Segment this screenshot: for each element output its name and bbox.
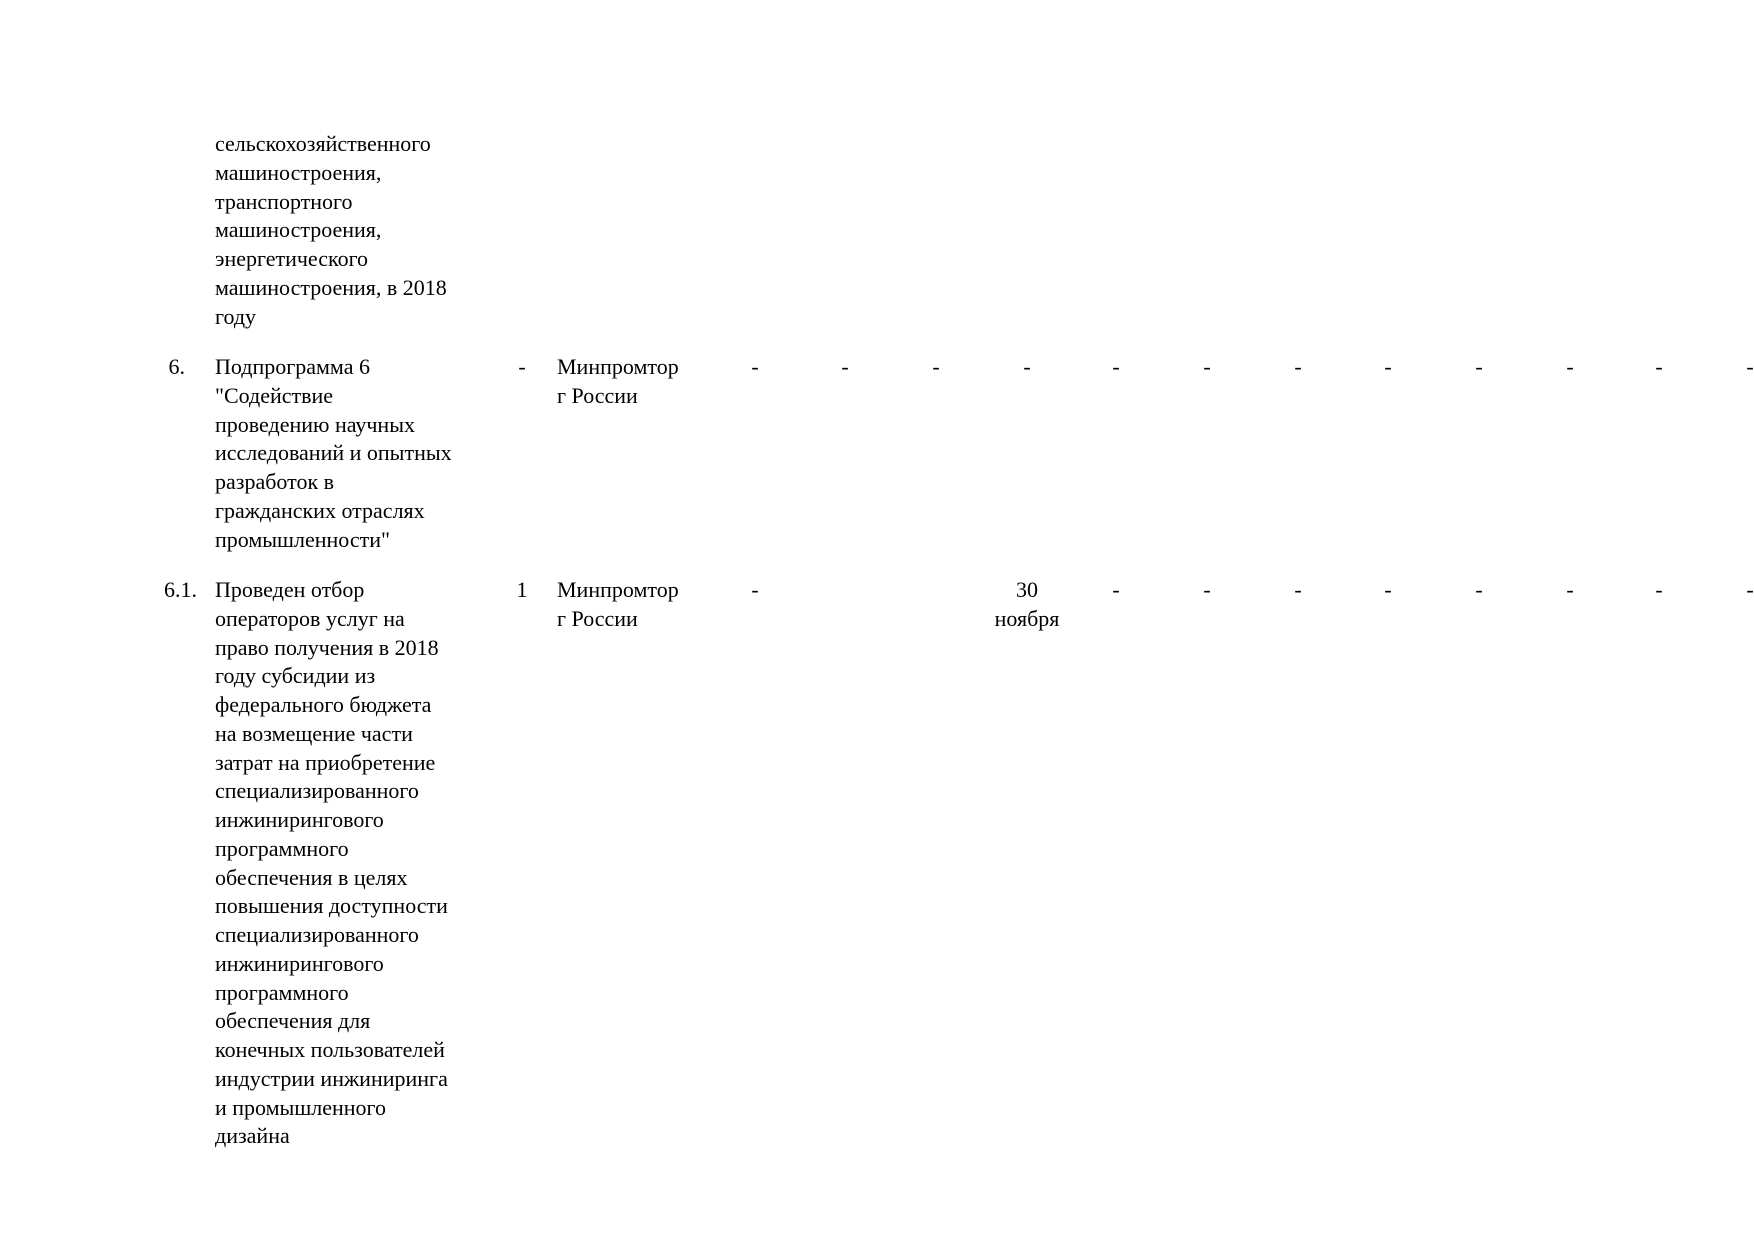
schedule-cell: -	[1475, 354, 1483, 379]
schedule-cell: -	[1384, 354, 1392, 379]
schedule-cell: -	[1203, 577, 1211, 602]
row-executor: Минпромтор г России	[557, 354, 679, 408]
row-executor: Минпромтор г России	[557, 577, 679, 631]
schedule-cell: -	[1566, 354, 1574, 379]
schedule-cell: -	[1655, 354, 1663, 379]
schedule-cell: -	[1746, 577, 1754, 602]
schedule-cell: -	[1112, 354, 1120, 379]
row-indicator: -	[518, 354, 526, 379]
schedule-cell: -	[1566, 577, 1574, 602]
schedule-cell: -	[1112, 577, 1120, 602]
row-number: 6.	[168, 354, 185, 379]
schedule-cell: -	[1203, 354, 1211, 379]
schedule-cell: -	[841, 354, 849, 379]
schedule-cell: -	[932, 354, 940, 379]
row-description: Подпрограмма 6 "Содействие проведению научных исследований и опытных разработок в гражданских отраслях промышленности"	[215, 354, 452, 552]
schedule-cell: -	[751, 354, 759, 379]
continuation-text: сельскохозяйственного машиностроения, транспортного машиностроения, энергетического машиностроения, в 2018 году	[215, 131, 447, 329]
schedule-cell: -	[751, 577, 759, 602]
schedule-cell: -	[1384, 577, 1392, 602]
schedule-cell: -	[1655, 577, 1663, 602]
row-indicator: 1	[516, 577, 528, 602]
row-number: 6.1.	[164, 577, 197, 602]
schedule-cell: -	[1294, 354, 1302, 379]
schedule-cell-date: 30 ноября	[994, 577, 1060, 631]
schedule-cell: -	[1294, 577, 1302, 602]
schedule-cell: -	[1746, 354, 1754, 379]
schedule-cell: -	[1023, 354, 1031, 379]
row-description: Проведен отбор операторов услуг на право получения в 2018 году субсидии из федерального бюджета на возмещение части затрат на приобретение специализированного инжинирингового программного обеспечения в целях повышения доступности специализированного инжинирингового программного обеспечения для конечных пользователей индустрии инжиниринга и промышленного дизайна	[215, 577, 448, 1149]
schedule-cell: -	[1475, 577, 1483, 602]
